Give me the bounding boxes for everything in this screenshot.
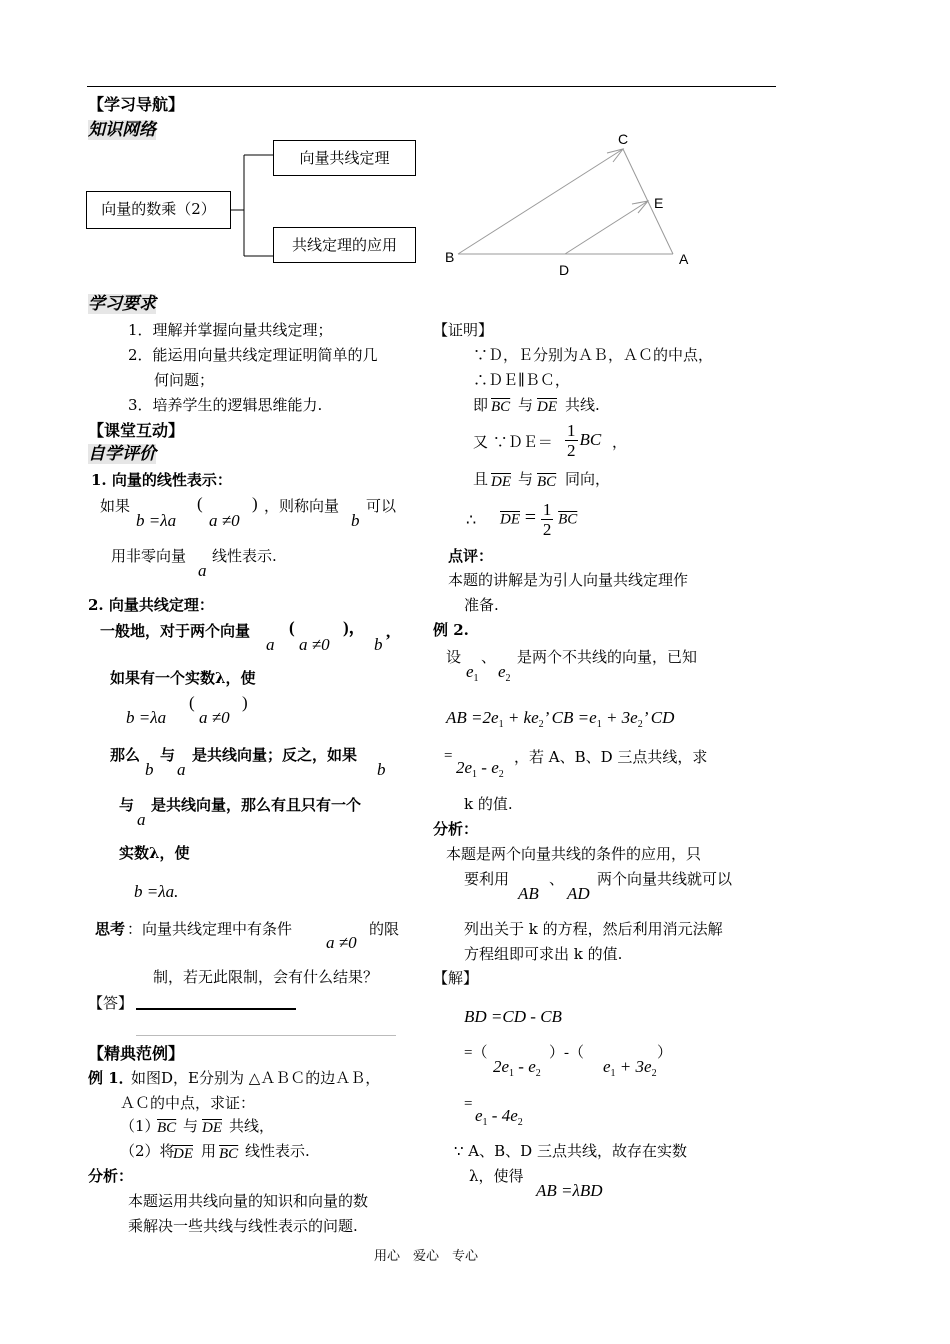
formula-a-neq-0-3: a ≠0 (199, 708, 230, 727)
ex2-label: 例 2. (433, 621, 469, 639)
linear-title: 1. 向量的线性表示： (91, 471, 232, 489)
proof-l5b: 与 (518, 470, 534, 488)
ex1-text-b: 如图D，E分别为 △ＡＢＣ的边ＡＢ， (131, 1069, 381, 1087)
sol-step3: = (464, 1096, 473, 1112)
comment-label: 点评： (448, 547, 494, 565)
ex2-sol-label: 【解】 (433, 969, 479, 987)
paren-open: ( (197, 494, 203, 513)
linear-text-d: 用非零向量 (111, 547, 187, 565)
paren-open-2: ( (289, 618, 295, 637)
var-a-3: a (177, 760, 186, 779)
ex2-an-a: 本题是两个向量共线的条件的应用，只 (446, 845, 702, 863)
proof-l4b: ， (612, 433, 628, 451)
comment-a: 本题的讲解是为引人向量共线定理作 (448, 571, 689, 589)
map-child1: 向量共线定理 (273, 140, 416, 176)
formula-a-neq-0-2: a ≠0 (299, 635, 330, 654)
proof-l2: ∴ＤＥ∥ＢＣ， (473, 371, 570, 389)
ex2-l1b: 、 (481, 648, 497, 666)
var-AD: AD (567, 884, 590, 903)
formula-a-neq-0: a ≠0 (209, 511, 240, 530)
var-e1: $e_1$ (466, 662, 479, 684)
ex2-s4b: λ，使得 (469, 1167, 524, 1185)
paren-open-3: ( (189, 693, 195, 712)
ex1-q2b: 用 (201, 1142, 217, 1160)
theorem-5: 实数λ，使 (119, 844, 190, 862)
label-C: C (618, 131, 629, 147)
think-b: 的限 (369, 920, 400, 938)
ex2-l1a: 设 (446, 648, 462, 666)
ex2-l3: ，若 A、B、D 三点共线，求 (514, 748, 708, 766)
sol-step2-a: $2e_1 - e_2$ (493, 1057, 541, 1079)
var-a: a (198, 561, 207, 580)
ex1-analysis-label: 分析： (88, 1167, 134, 1185)
ex1-text-c: ＡＣ的中点，求证： (120, 1094, 256, 1112)
ex2-an-b3: 两个向量共线就可以 (597, 870, 733, 888)
formula-BD: BD =CD - CB (464, 1007, 562, 1026)
answer-blank-line (136, 1008, 296, 1010)
theorem-3c: 是共线向量；反之，如果 (192, 746, 358, 764)
ex2-an-b2: 、 (549, 870, 565, 888)
formula-b-eq-lambda-a-3: b =λa. (134, 882, 179, 901)
sol-step3-a: $e_1 - 4e_2$ (475, 1106, 523, 1128)
paren-close: ) (252, 494, 258, 513)
ex1-q1b: 与 (183, 1117, 199, 1135)
var-b-4: b (377, 760, 386, 779)
sol-step2: =（ (464, 1045, 488, 1061)
vec-BC-p2: $\overline{BC}$ (537, 474, 557, 490)
label-E: E (654, 195, 664, 211)
proof-label: 【证明】 (433, 321, 494, 339)
vec-BC-p1: $\overline{BC}$ (491, 399, 511, 415)
ex1-label: 例 1． (88, 1069, 134, 1087)
linear-text-e: 线性表示. (212, 547, 277, 565)
vec-DE-q2: $\overline{DE}$ (173, 1146, 193, 1162)
req-item2a: 2．能运用向量共线定理证明简单的几 (128, 346, 378, 364)
linear-text-a: 如果 (100, 497, 131, 515)
nav-header: 【学习导航】 (88, 95, 185, 114)
vec-DE-p2: $\overline{DE}$ (491, 474, 511, 490)
theorem-4b: 是共线向量，那么有且只有一个 (151, 796, 362, 814)
linear-text-b: ，则称向量 (264, 497, 340, 515)
linear-text-c: 可以 (366, 497, 397, 515)
proof-l5a: 且 (473, 470, 489, 488)
theorem-3b: 与 (160, 746, 176, 764)
proof-l3b: 与 (518, 396, 534, 414)
map-root: 向量的数乘（2） (86, 191, 231, 229)
eq-sign-CD: = (444, 748, 453, 764)
network-title: 知识网络 (88, 120, 156, 139)
theorem-title: 2. 向量共线定理： (88, 596, 214, 614)
footer: 用心 爱心 专心 (374, 1249, 479, 1264)
var-b-3: b (145, 760, 154, 779)
requirements-title: 学习要求 (88, 294, 156, 313)
ex1-q2a: （2）将 (120, 1142, 175, 1160)
ex2-analysis-label: 分析： (433, 820, 479, 838)
vec-DE-q1: $\overline{DE}$ (202, 1120, 222, 1136)
ex2-an-b1: 要利用 (464, 870, 510, 888)
sol-step2-b: ）-（ (549, 1045, 584, 1061)
triangle-figure (0, 0, 950, 300)
self-eval-title: 自学评价 (88, 444, 156, 463)
ex2-an-c: 列出关于 k 的方程，然后利用消元法解 (464, 920, 723, 938)
proof-l4a: 又 ∵ＤＥ＝ (473, 433, 553, 451)
paren-close-3: ) (242, 693, 248, 712)
comment-b: 准备. (464, 596, 499, 614)
sol-step2-d: ） (657, 1045, 673, 1061)
ex1-q1c: 共线， (229, 1117, 275, 1135)
formula-a-neq-0-4: a ≠0 (326, 933, 357, 952)
ex2-an-d: 方程组即可求出 k 的值. (464, 945, 623, 963)
ex2-s4a: ∵ A、B、D 三点共线，故存在实数 (454, 1142, 687, 1160)
proof-l5c: 同向， (565, 470, 611, 488)
frac-half-1: $\frac{1}{2}$ BC (567, 421, 602, 460)
var-AB: AB (518, 884, 539, 903)
ex2-l4: k 的值. (464, 795, 513, 813)
map-child2: 共线定理的应用 (273, 227, 416, 263)
comma-2: , (386, 622, 391, 641)
vec-BC-q1: $\overline{BC}$ (157, 1120, 177, 1136)
formula-b-eq-lambda-a: b =λa (136, 511, 177, 530)
sol-step2-c: $e_1 + 3e_2$ (603, 1057, 657, 1079)
theorem-1: 一般地，对于两个向量 (100, 622, 251, 640)
theorem-4a: 与 (119, 796, 135, 814)
answer-label: 【答】 (88, 994, 134, 1012)
think-label: 思考 (95, 920, 126, 938)
paren-close-2: )， (343, 618, 366, 637)
var-b-2: b (374, 635, 383, 654)
req-item2b: 何问题； (154, 371, 215, 389)
classroom-header: 【课堂互动】 (88, 421, 185, 440)
var-a-2: a (266, 635, 275, 654)
req-item1: 1．理解并掌握向量共线定理； (128, 321, 333, 339)
var-a-4: a (137, 810, 146, 829)
ex1-q2c: 线性表示. (245, 1142, 310, 1160)
label-B: B (445, 249, 455, 265)
var-e2: $e_2$ (498, 662, 511, 684)
think-a: ：向量共线定理中有条件 (127, 920, 293, 938)
ex1-q1a: （1） (120, 1117, 160, 1135)
theorem-3a: 那么 (110, 746, 141, 764)
proof-result: $\overline{DE}$ = $\frac{1}{2}$ $\overline{BC}$ (500, 500, 578, 539)
theorem-2: 如果有一个实数λ，使 (110, 669, 256, 687)
label-A: A (679, 251, 689, 267)
divider-line (136, 1035, 396, 1036)
think-c: 制，若无此限制，会有什么结果？ (153, 968, 379, 986)
formula-CD-value: $2e_1 - e_2$ (456, 758, 504, 780)
vec-DE-p1: $\overline{DE}$ (537, 399, 557, 415)
proof-l6: ∴ (466, 510, 477, 529)
var-b: b (351, 511, 360, 530)
formula-AB: AB $=2e_1 + ke_2$’ CB $=e_1 + 3e_2$’ CD (446, 708, 675, 730)
proof-l3c: 共线. (565, 396, 600, 414)
ex1-analysis-a: 本题运用共线向量的知识和向量的数 (128, 1192, 369, 1210)
formula-AB-lambda-BD: AB =λBD (536, 1181, 603, 1200)
ex2-l1c: 是两个不共线的向量，已知 (517, 648, 698, 666)
formula-b-eq-lambda-a-2: b =λa (126, 708, 167, 727)
ex1-analysis-b: 乘解决一些共线与线性表示的问题. (128, 1217, 358, 1235)
label-D: D (559, 262, 570, 278)
req-item3: 3．培养学生的逻辑思维能力. (128, 396, 323, 414)
proof-l1: ∵Ｄ，Ｅ分别为ＡＢ，ＡＣ的中点， (473, 346, 714, 364)
proof-l3a: 即 (473, 396, 489, 414)
vec-BC-q2: $\overline{BC}$ (219, 1146, 239, 1162)
examples-header: 【精典范例】 (88, 1044, 185, 1063)
